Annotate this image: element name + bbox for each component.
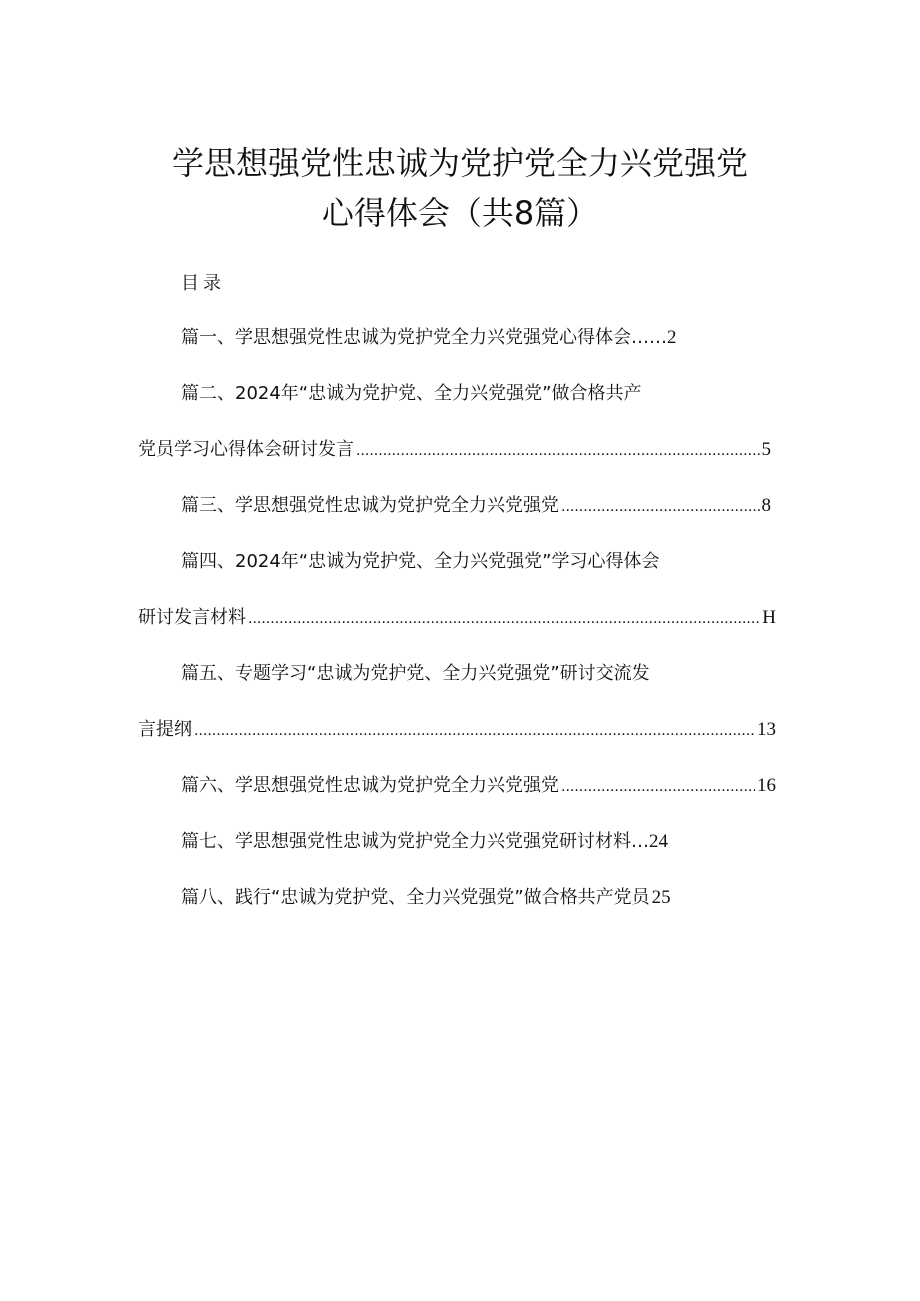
toc-entry-8-page: 25 <box>651 887 671 908</box>
toc-entry-3-dot-leader <box>561 494 760 520</box>
toc-entry-2-page: 5 <box>761 439 771 460</box>
toc-entry-4-text-part-1: 篇四、2024年“忠诚为党护党、全力兴党强党”学习心得体会 <box>181 551 660 572</box>
toc-entry-4-line-1[interactable] <box>181 549 659 575</box>
toc-entry-3-page: 8 <box>761 495 771 516</box>
toc-entry-5-text-part-2: 言提纲 <box>138 719 192 740</box>
toc-entry-7-leader: … <box>631 831 649 852</box>
toc-entry-1-page: 2 <box>667 327 677 348</box>
toc-entry-5-text-part-1: 篇五、专题学习“忠诚为党护党、全力兴党强党”研讨交流发 <box>181 663 650 684</box>
toc-entry-6-page: 16 <box>757 775 776 796</box>
document-title-line-2: 心得体会（共8篇） <box>321 194 599 232</box>
toc-entry-4-dot-leader <box>248 606 760 632</box>
toc-entry-2-line-1[interactable] <box>181 381 641 407</box>
toc-entry-2-text-part-2: 党员学习心得体会研讨发言 <box>138 439 354 460</box>
toc-entry-2-line-2[interactable] <box>138 437 771 464</box>
toc-entry-6-text: 篇六、学思想强党性忠诚为党护党全力兴党强党 <box>181 775 559 796</box>
toc-heading: 目录 <box>181 273 225 294</box>
toc-entry-7-page: 24 <box>649 831 668 852</box>
toc-entry-6[interactable] <box>181 773 776 800</box>
toc-entry-5-line-1[interactable] <box>181 661 650 687</box>
toc-entry-7[interactable] <box>181 829 668 855</box>
toc-entry-1-leader: …… <box>631 327 667 348</box>
toc-entry-2-dot-leader <box>356 438 760 464</box>
toc-entry-4-line-2[interactable] <box>138 605 776 632</box>
toc-entry-1[interactable] <box>181 325 726 351</box>
toc-entry-4-text-part-2: 研讨发言材料 <box>138 607 246 628</box>
toc-entry-2-text-part-1: 篇二、2024年“忠诚为党护党、全力兴党强党”做合格共产 <box>181 383 642 404</box>
toc-entry-8[interactable] <box>181 885 671 911</box>
toc-entry-8-text: 篇八、践行“忠诚为党护党、全力兴党强党”做合格共产党员 <box>181 887 650 908</box>
toc-entry-5-dot-leader <box>194 718 755 744</box>
toc-entry-4-page: H <box>762 607 776 628</box>
toc-entry-5-line-2[interactable] <box>138 717 776 744</box>
toc-entry-3[interactable] <box>181 493 771 520</box>
toc-entry-6-dot-leader <box>561 774 755 800</box>
document-title-line-1: 学思想强党性忠诚为党护党全力兴党强党 <box>171 144 748 182</box>
toc-entry-3-text: 篇三、学思想强党性忠诚为党护党全力兴党强党 <box>181 495 559 516</box>
toc-entry-5-page: 13 <box>757 719 776 740</box>
toc-entry-7-text: 篇七、学思想强党性忠诚为党护党全力兴党强党研讨材料 <box>181 831 631 852</box>
toc-entry-1-text: 篇一、学思想强党性忠诚为党护党全力兴党强党心得体会 <box>181 327 631 348</box>
